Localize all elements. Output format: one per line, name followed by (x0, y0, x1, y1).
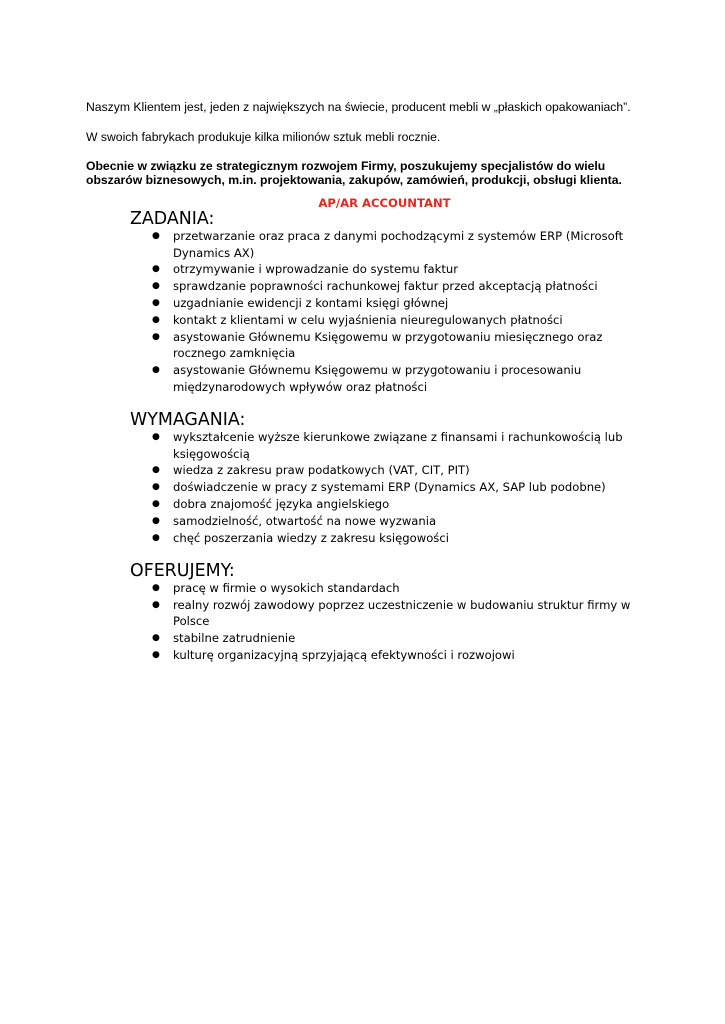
list-item (130, 462, 650, 479)
list-item (130, 312, 650, 329)
list-wymagania (130, 429, 650, 547)
bullet-icon: ● (152, 649, 160, 660)
list-item-text: dobra znajomość języka angielskiego (173, 496, 390, 511)
section-heading-wymagania: WYMAGANIA: (130, 410, 246, 430)
list-item-text: uzgadnianie ewidencji z kontami księgi głównej (173, 295, 449, 310)
list-item (130, 630, 650, 647)
list-item-text: chęć poszerzania wiedzy z zakresu księgowości (173, 530, 449, 545)
list-item-text: samodzielność, otwartość na nowe wyzwania (173, 513, 437, 528)
list-zadania (130, 228, 650, 396)
bullet-icon: ● (152, 633, 160, 644)
list-item (130, 647, 650, 664)
intro-recruitment-text: Obecnie w związku ze strategicznym rozwojem Firmy, poszukujemy specjalistów do wielu obszarów biznesowych, m.in. projektowania, zakupów, zamówień, produkcji, obsługi klienta. (86, 159, 622, 187)
list-item-text: wykształcenie wyższe kierunkowe związane z finansami i rachunkowością lub księgowością (173, 429, 623, 461)
list-item (130, 580, 650, 597)
bullet-icon: ● (152, 264, 160, 275)
bullet-icon: ● (152, 482, 160, 493)
list-item (130, 429, 650, 463)
list-item-text: kulturę organizacyjną sprzyjającą efektywności i rozwojowi (173, 647, 515, 662)
bullet-icon: ● (152, 331, 160, 342)
bullet-icon: ● (152, 281, 160, 292)
section-zadania (130, 211, 650, 396)
bullet-icon: ● (152, 431, 160, 442)
bullet-icon: ● (152, 297, 160, 308)
list-item (130, 513, 650, 530)
list-item (130, 597, 650, 631)
job-title: AP/AR ACCOUNTANT (318, 196, 451, 210)
section-heading-zadania: ZADANIA: (130, 209, 215, 229)
list-item-text: realny rozwój zawodowy poprzez uczestniczenie w budowaniu struktur firmy w Polsce (173, 597, 631, 629)
list-item (130, 278, 650, 295)
list-item-text: doświadczenie w pracy z systemami ERP (Dynamics AX, SAP lub podobne) (173, 480, 606, 495)
list-item-text: wiedza z zakresu praw podatkowych (VAT, CIT, PIT) (173, 463, 470, 478)
bullet-icon: ● (152, 465, 160, 476)
list-item (130, 261, 650, 278)
list-item-text: stabilne zatrudnienie (173, 631, 296, 646)
list-item (130, 496, 650, 513)
bullet-icon: ● (152, 532, 160, 543)
list-item (130, 295, 650, 312)
list-item-text: asystowanie Głównemu Księgowemu w przygotowaniu i procesowaniu międzynarodowych wpływów oraz płatności (173, 363, 582, 394)
list-item-text: sprawdzanie poprawności rachunkowej faktur przed akceptacją płatności (173, 279, 598, 294)
list-oferujemy (130, 580, 650, 664)
intro-factories-text: W swoich fabrykach produkuje kilka milionów sztuk mebli rocznie. (86, 130, 441, 144)
bullet-icon: ● (152, 365, 160, 376)
list-item-text: otrzymywanie i wprowadzanie do systemu faktur (173, 262, 459, 277)
intro-client-text: Naszym Klientem jest, jeden z największych na świecie, producent mebli w „płaskich opakowaniach”. (86, 100, 631, 114)
section-oferujemy (130, 563, 650, 664)
section-heading-oferujemy: OFERUJEMY: (130, 561, 235, 581)
bullet-icon: ● (152, 582, 160, 593)
bullet-icon: ● (152, 230, 160, 241)
list-item (130, 329, 650, 363)
list-item-text: kontakt z klientami w celu wyjaśnienia nieuregulowanych płatności (173, 312, 563, 327)
list-item-text: asystowanie Głównemu Księgowemu w przygotowaniu miesięcznego oraz rocznego zamknięcia (173, 329, 603, 361)
bullet-icon: ● (152, 515, 160, 526)
bullet-icon: ● (152, 599, 160, 610)
section-wymagania (130, 412, 650, 546)
bullet-icon: ● (152, 314, 160, 325)
list-item (130, 228, 650, 262)
list-item (130, 479, 650, 496)
list-item (130, 362, 650, 396)
list-item-text: przetwarzanie oraz praca z danymi pochodzącymi z systemów ERP (Microsoft Dynamics AX) (173, 228, 624, 260)
list-item-text: pracę w firmie o wysokich standardach (173, 580, 400, 595)
bullet-icon: ● (152, 498, 160, 509)
list-item (130, 530, 650, 547)
